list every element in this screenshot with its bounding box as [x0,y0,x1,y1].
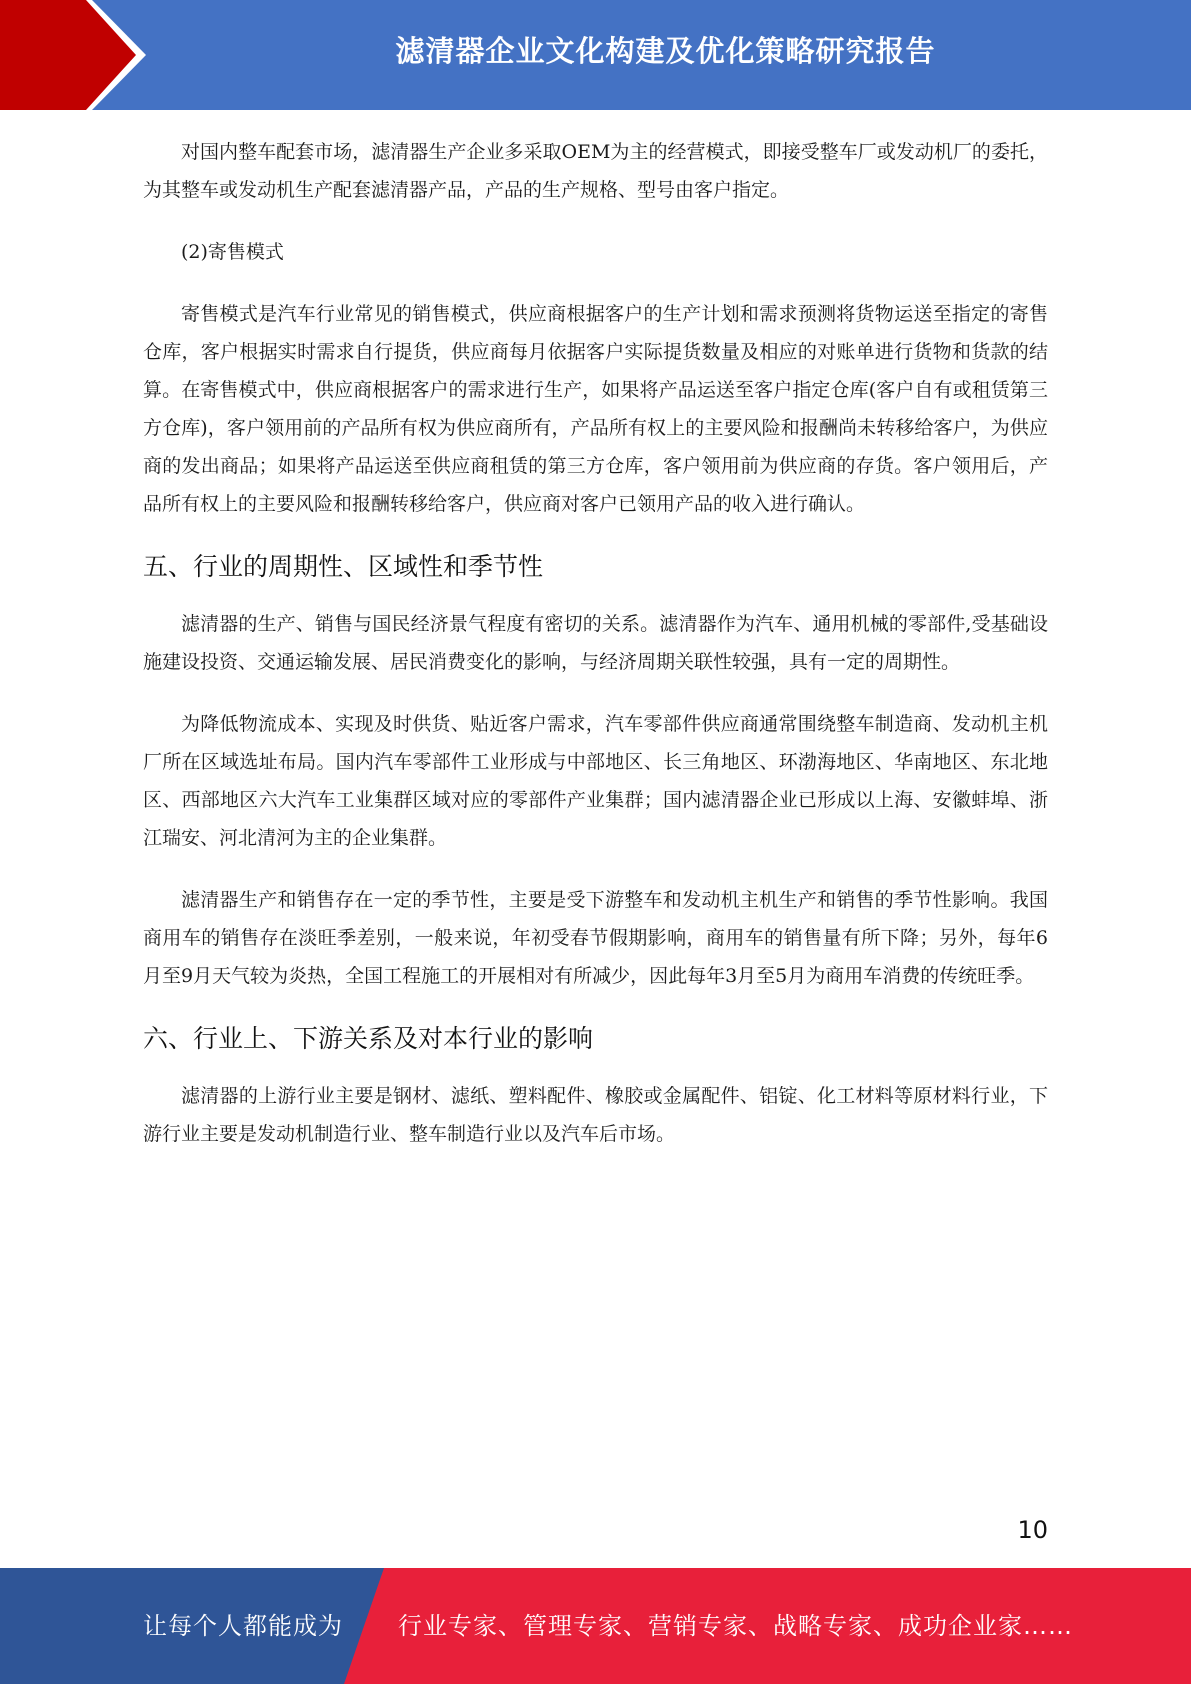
paragraph-oem-model: 对国内整车配套市场，滤清器生产企业多采取OEM为主的经营模式，即接受整车厂或发动机厂的委托，为其整车或发动机生产配套滤清器产品，产品的生产规格、型号由客户指定。 [143,141,1048,201]
paragraph-consignment-model: 寄售模式是汽车行业常见的销售模式，供应商根据客户的生产计划和需求预测将货物运送至指定的寄售仓库，客户根据实时需求自行提货，供应商每月依据客户实际提货数量及相应的对账单进行货物和货款的结算。在寄售模式中，供应商根据客户的需求进行生产，如果将产品运送至客户指定仓库(客户自有或租赁第三方仓库)，客户领用前的产品所有权为供应商所有，产品所有权上的主要风险和报酬尚未转移给客户，为供应商的发出商品；如果将产品运送至供应商租赁的第三方仓库，客户领用前为供应商的存货。客户领用后，产品所有权上的主要风险和报酬转移给客户，供应商对客户已领用产品的收入进行确认。 [143,303,1048,515]
subheading-consignment-model: (2)寄售模式 [181,241,284,263]
paragraph-regionality: 为降低物流成本、实现及时供货、贴近客户需求，汽车零部件供应商通常围绕整车制造商、发动机主机厂所在区域选址布局。国内汽车零部件工业形成与中部地区、长三角地区、环渤海地区、华南地区、东北地区、西部地区六大汽车工业集群区域对应的零部件产业集群；国内滤清器企业已形成以上海、安徽蚌埠、浙江瑞安、河北清河为主的企业集群。 [143,713,1048,849]
footer-slogan-left: 让每个人都能成为 [143,1612,343,1640]
paragraph-industry-chain: 滤清器的上游行业主要是钢材、滤纸、塑料配件、橡胶或金属配件、铝锭、化工材料等原材料行业，下游行业主要是发动机制造行业、整车制造行业以及汽车后市场。 [143,1085,1048,1145]
paragraph-seasonality: 滤清器生产和销售存在一定的季节性，主要是受下游整车和发动机主机生产和销售的季节性影响。我国商用车的销售存在淡旺季差别，一般来说，年初受春节假期影响，商用车的销售量有所下降；另外，每年6月至9月天气较为炎热，全国工程施工的开展相对有所减少，因此每年3月至5月为商用车消费的传统旺季。 [143,889,1048,987]
section-title-industry-chain: 六、行业上、下游关系及对本行业的影响 [143,1024,594,1053]
page-number: 10 [1017,1516,1048,1544]
report-title: 滤清器企业文化构建及优化策略研究报告 [395,34,936,68]
paragraph-cyclicality: 滤清器的生产、销售与国民经济景气程度有密切的关系。滤清器作为汽车、通用机械的零部件,受基础设施建设投资、交通运输发展、居民消费变化的影响，与经济周期关联性较强，具有一定的周期性。 [143,613,1048,673]
page-header [0,0,1191,110]
section-title-cyclicality: 五、行业的周期性、区域性和季节性 [143,552,544,581]
header-arrow-decoration [0,0,160,110]
page-footer [0,1568,1191,1684]
footer-slogan-right: 行业专家、管理专家、营销专家、战略专家、成功企业家…… [398,1612,1073,1640]
page-content [143,133,1048,1177]
